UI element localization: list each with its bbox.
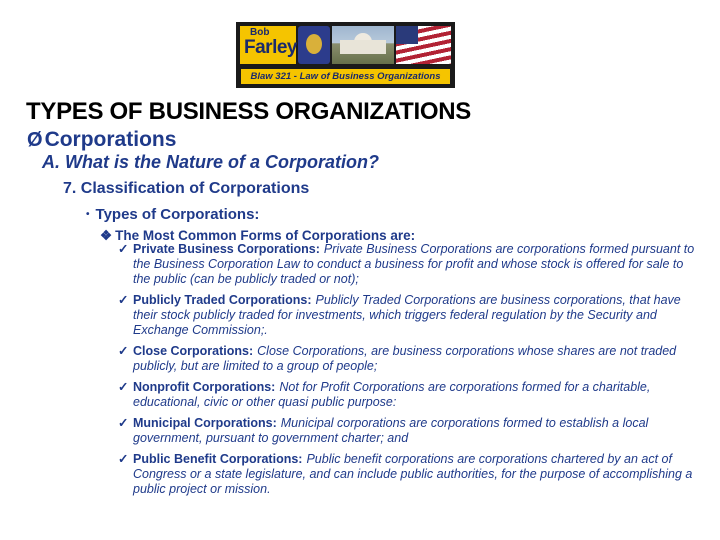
building-body: [340, 40, 386, 54]
list-item: [118, 344, 703, 374]
diamond-bullet-icon: ❖: [100, 228, 113, 243]
list-item: [118, 293, 703, 338]
arrow-bullet-icon: Ø: [27, 129, 43, 151]
item-term: Publicly Traded Corporations:: [133, 293, 312, 307]
checkmark-icon: ✓: [118, 242, 129, 256]
heading-classification: 7. Classification of Corporations: [63, 180, 310, 197]
first-name: Bob: [250, 27, 270, 38]
slide-title: TYPES OF BUSINESS ORGANIZATIONS: [26, 98, 471, 125]
capitol-building-image: [332, 26, 394, 64]
item-description: Close Corporations, are business corporations whose shares are not traded publicly, but are limited to a group of people;: [133, 344, 677, 373]
checkmark-icon: ✓: [118, 380, 129, 394]
list-item: [118, 416, 703, 446]
name-plate: [240, 26, 296, 64]
heading-5-text: The Most Common Forms of Corporations are:: [115, 228, 416, 243]
item-term: Nonprofit Corporations:: [133, 380, 276, 394]
state-seal-image: [298, 26, 330, 64]
list-item: [118, 242, 703, 287]
item-term: Public Benefit Corporations:: [133, 452, 303, 466]
heading-types: [86, 206, 259, 223]
list-item: [118, 452, 703, 497]
checkmark-icon: ✓: [118, 293, 129, 307]
us-flag-image: [396, 26, 451, 64]
heading-nature-of-corporation: A. What is the Nature of a Corporation?: [42, 152, 380, 172]
checkmark-icon: ✓: [118, 416, 129, 430]
heading-1-text: Corporations: [44, 128, 177, 151]
item-description: Public benefit corporations are corporations chartered by an act of Congress or a state legislature, and can include public authorities, for the purpose of accomplishing a public project or mission.: [133, 452, 693, 496]
flag-canton: [396, 26, 418, 44]
item-description: Private Business Corporations are corporations formed pursuant to the Business Corporation Law to conduct a business for profit and whose stock is offered for sale to the public (can be publicly traded or not);: [133, 242, 695, 286]
item-term: Private Business Corporations:: [133, 242, 320, 256]
heading-4-text: Types of Corporations:: [95, 206, 260, 223]
corporation-types-list: [118, 242, 703, 503]
dot-bullet-icon: •: [86, 209, 90, 220]
checkmark-icon: ✓: [118, 344, 129, 358]
list-item: [118, 380, 703, 410]
item-description: Not for Profit Corporations are corporations formed for a charitable, educational, civic or other quasi public purpose:: [133, 380, 651, 409]
item-description: Publicly Traded Corporations are business corporations, that have their stock publicly traded for investments, which triggers federal regulation by the Security and Exchange Commission;.: [133, 293, 681, 337]
checkmark-icon: ✓: [118, 452, 129, 466]
seal-emblem: [306, 34, 322, 54]
course-banner-logo: [236, 22, 455, 88]
heading-corporations: [27, 128, 176, 152]
item-term: Municipal Corporations:: [133, 416, 277, 430]
item-term: Close Corporations:: [133, 344, 254, 358]
item-description: Municipal corporations are corporations formed to establish a local government, pursuant to government charter; and: [133, 416, 649, 445]
last-name: Farley: [244, 37, 297, 58]
course-caption: Blaw 321 - Law of Business Organizations: [240, 68, 451, 85]
